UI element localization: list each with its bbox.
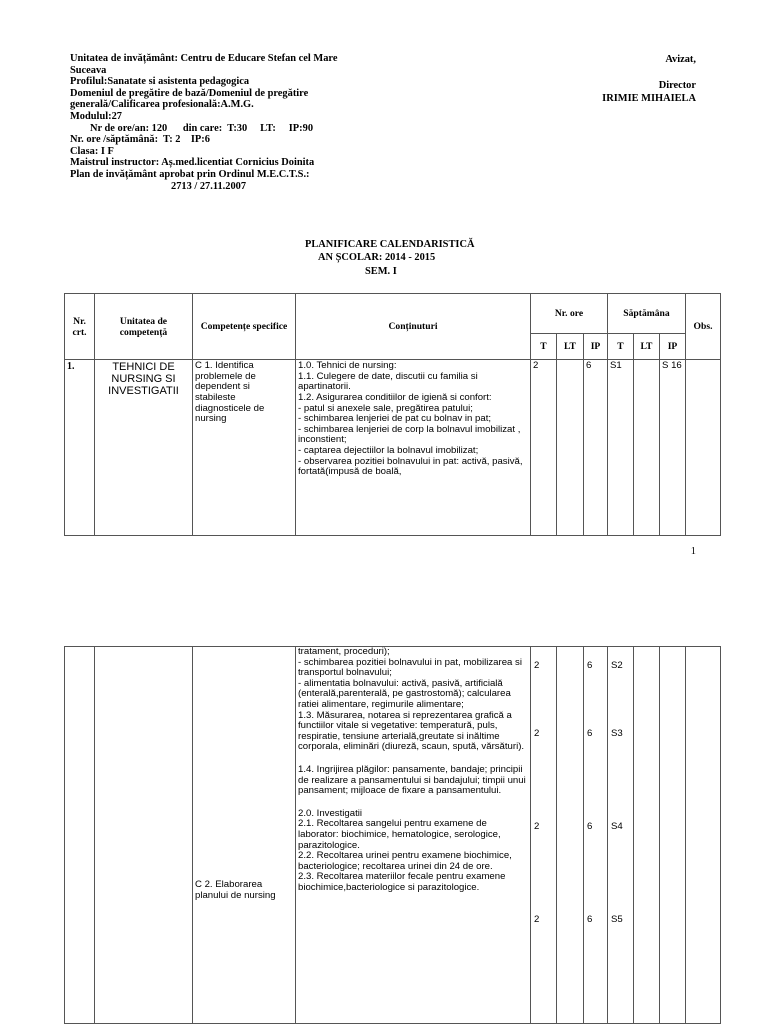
header-week: Săptămâna bbox=[608, 294, 686, 334]
page-number: 1 bbox=[690, 546, 696, 557]
header-ip: IP bbox=[584, 334, 608, 360]
table-row bbox=[65, 647, 721, 1024]
avizat-label: Avizat, bbox=[665, 54, 696, 65]
header-plan-order: Plan de invățământ aprobat prin Ordinul M.E.C.T.S.: bbox=[70, 168, 310, 180]
week-t: S5 bbox=[611, 914, 623, 925]
header-week-lt: LT bbox=[634, 334, 660, 360]
week-ip: S 16 bbox=[660, 360, 686, 536]
content-line: 1.3. Măsurarea, notarea si reprezentarea grafică a functiilor vitale si vegetative: temperatură, puls, respiratie, tensiune arterială,greutate si inăltime corporala, eliminări (diureză, scaun, spută, vărsături). bbox=[298, 709, 525, 753]
content-line: - schimbarea lenjeriei de corp la bolnavul imobilizat , inconstient; bbox=[298, 423, 521, 446]
header-contents: Conținuturi bbox=[296, 294, 531, 360]
header-profile: Profilul:Sanatate si asistenta pedagogica bbox=[70, 76, 250, 88]
header-city: Suceava bbox=[70, 64, 107, 76]
week-t: S2 bbox=[611, 660, 623, 671]
planning-table-page2 bbox=[64, 646, 721, 1024]
header-week-ip: IP bbox=[660, 334, 686, 360]
hours-ip: 6 bbox=[587, 660, 593, 671]
header-nr: Nr. crt. bbox=[65, 294, 95, 360]
week-ip bbox=[660, 647, 686, 1024]
week-t: S4 bbox=[611, 821, 623, 832]
title-line-2: AN ȘCOLAR: 2014 - 2015 bbox=[318, 252, 436, 263]
hours-t: 2 bbox=[534, 728, 540, 739]
header-qualification: generală/Calificarea profesională:A.M.G. bbox=[70, 99, 254, 111]
header-instructor: Maistrul instructor: Aș.med.licentiat Cornicius Doinita bbox=[70, 157, 315, 169]
content-line: - patul si anexele sale, pregătirea patului; bbox=[298, 402, 473, 414]
header-week-t: T bbox=[608, 334, 634, 360]
hours-ip: 6 bbox=[584, 360, 608, 536]
content-line: - captarea dejectiilor la bolnavul imobilizat; bbox=[298, 445, 479, 456]
content-line: tratament, proceduri); bbox=[298, 646, 390, 657]
row-number: 1. bbox=[65, 360, 95, 536]
hours-ip-cell bbox=[584, 647, 608, 1024]
hours-t: 2 bbox=[534, 914, 540, 925]
header-domain: Domeniul de pregătire de bază/Domeniul de pregătire bbox=[70, 87, 309, 99]
unit-name bbox=[95, 647, 193, 1024]
content-block bbox=[298, 809, 528, 894]
content-line: 1.0. Tehnici de nursing: bbox=[298, 360, 397, 372]
content-line: 1.1. Culegere de date, discutii cu familia si apartinatorii. bbox=[298, 370, 478, 393]
content-line: 1.4. Ingrijirea plăgilor: pansamente, bandaje; principii de realizare a pansamentului si bandajului; timpii unui pansament; mijloace de fixare a pansamentului. bbox=[298, 763, 526, 797]
content-line: 2.3. Recoltarea materiilor fecale pentru examene biochimice,bacteriologice si parazitologice. bbox=[298, 871, 506, 893]
unit-name: TEHNICI DE NURSING SI INVESTIGATII bbox=[95, 360, 193, 536]
contents-cell bbox=[296, 647, 531, 1024]
competence-cell bbox=[193, 647, 296, 1024]
header-lt: LT bbox=[557, 334, 584, 360]
content-line: 2.0. Investigatii bbox=[298, 807, 362, 819]
table-row bbox=[65, 360, 721, 536]
title-line-3: SEM. I bbox=[365, 266, 397, 277]
header-hours-week: Nr. ore /săptămână: T: 2 IP:6 bbox=[70, 134, 210, 146]
week-lt bbox=[634, 647, 660, 1024]
header-hours: Nr. ore bbox=[531, 294, 608, 334]
hours-lt bbox=[557, 647, 584, 1024]
obs-cell bbox=[686, 360, 721, 536]
content-line: 2.1. Recoltarea sangelui pentru examene de laborator: biochimice, hematologice, serologice, parazitologice. bbox=[298, 818, 501, 851]
competence-c1: C 1. Identifica problemele de dependent si stabileste diagnosticele de nursing bbox=[193, 360, 296, 536]
hours-ip: 6 bbox=[587, 728, 593, 739]
content-line: - alimentatia bolnavului: activă, pasivă, artificială (enterală,parenterală, pe gastrostomă); calcularea ratiei alimentare, regimurile alimentare; bbox=[298, 677, 511, 710]
hours-t: 2 bbox=[534, 660, 540, 671]
header-t: T bbox=[531, 334, 557, 360]
week-t: S1 bbox=[608, 360, 634, 536]
director-label: Director bbox=[658, 80, 696, 91]
director-name: IRIMIE MIHAIELA bbox=[602, 93, 696, 104]
content-line: - observarea pozitiei bolnavului in pat: activă, pasivă, fortată(impusă de boală, bbox=[298, 455, 523, 478]
competence-c2: C 2. Elaborarea planului de nursing bbox=[195, 879, 276, 901]
content-line: - schimbarea lenjeriei de pat cu bolnav in pat; bbox=[298, 413, 492, 425]
hours-t: 2 bbox=[531, 360, 557, 536]
content-line: - schimbarea pozitiei bolnavului in pat, mobilizarea si transportul bolnavului; bbox=[298, 656, 522, 679]
header-module: Modulul:27 bbox=[70, 110, 122, 122]
content-line: 2.2. Recoltarea urinei pentru examene biochimice, bacteriologice; recoltarea urinei din 24 de ore. bbox=[298, 850, 512, 872]
header-class: Clasa: I F bbox=[70, 145, 114, 157]
approval-block bbox=[602, 53, 696, 105]
header-competences: Competențe specifice bbox=[193, 294, 296, 360]
hours-ip: 6 bbox=[587, 914, 593, 925]
content-block bbox=[298, 711, 528, 753]
header-plan-number: 2713 / 27.11.2007 bbox=[171, 180, 247, 192]
week-lt bbox=[634, 360, 660, 536]
contents-cell bbox=[296, 360, 531, 536]
title-line-1: PLANIFICARE CALENDARISTICĂ bbox=[305, 239, 475, 250]
content-block bbox=[298, 647, 528, 711]
content-block bbox=[298, 765, 528, 797]
content-line: 1.2. Asigurarea conditiilor de igienă si confort: bbox=[298, 392, 492, 404]
week-t-cell bbox=[608, 647, 634, 1024]
header-unit: Unitatea de competență bbox=[95, 294, 193, 360]
planning-table-page1 bbox=[64, 293, 721, 536]
row-number bbox=[65, 647, 95, 1024]
header-hours-year: Nr de ore/an: 120 din care: T:30 LT: IP:90 bbox=[90, 122, 314, 134]
hours-lt bbox=[557, 360, 584, 536]
header-obs: Obs. bbox=[686, 294, 721, 360]
hours-t: 2 bbox=[534, 821, 540, 832]
document-header bbox=[70, 53, 337, 192]
header-school: Unitatea de invățământ: Centru de Educare Stefan cel Mare bbox=[70, 53, 338, 64]
obs-cell bbox=[686, 647, 721, 1024]
week-t: S3 bbox=[611, 728, 623, 739]
hours-ip: 6 bbox=[587, 821, 593, 832]
hours-t-cell bbox=[531, 647, 557, 1024]
